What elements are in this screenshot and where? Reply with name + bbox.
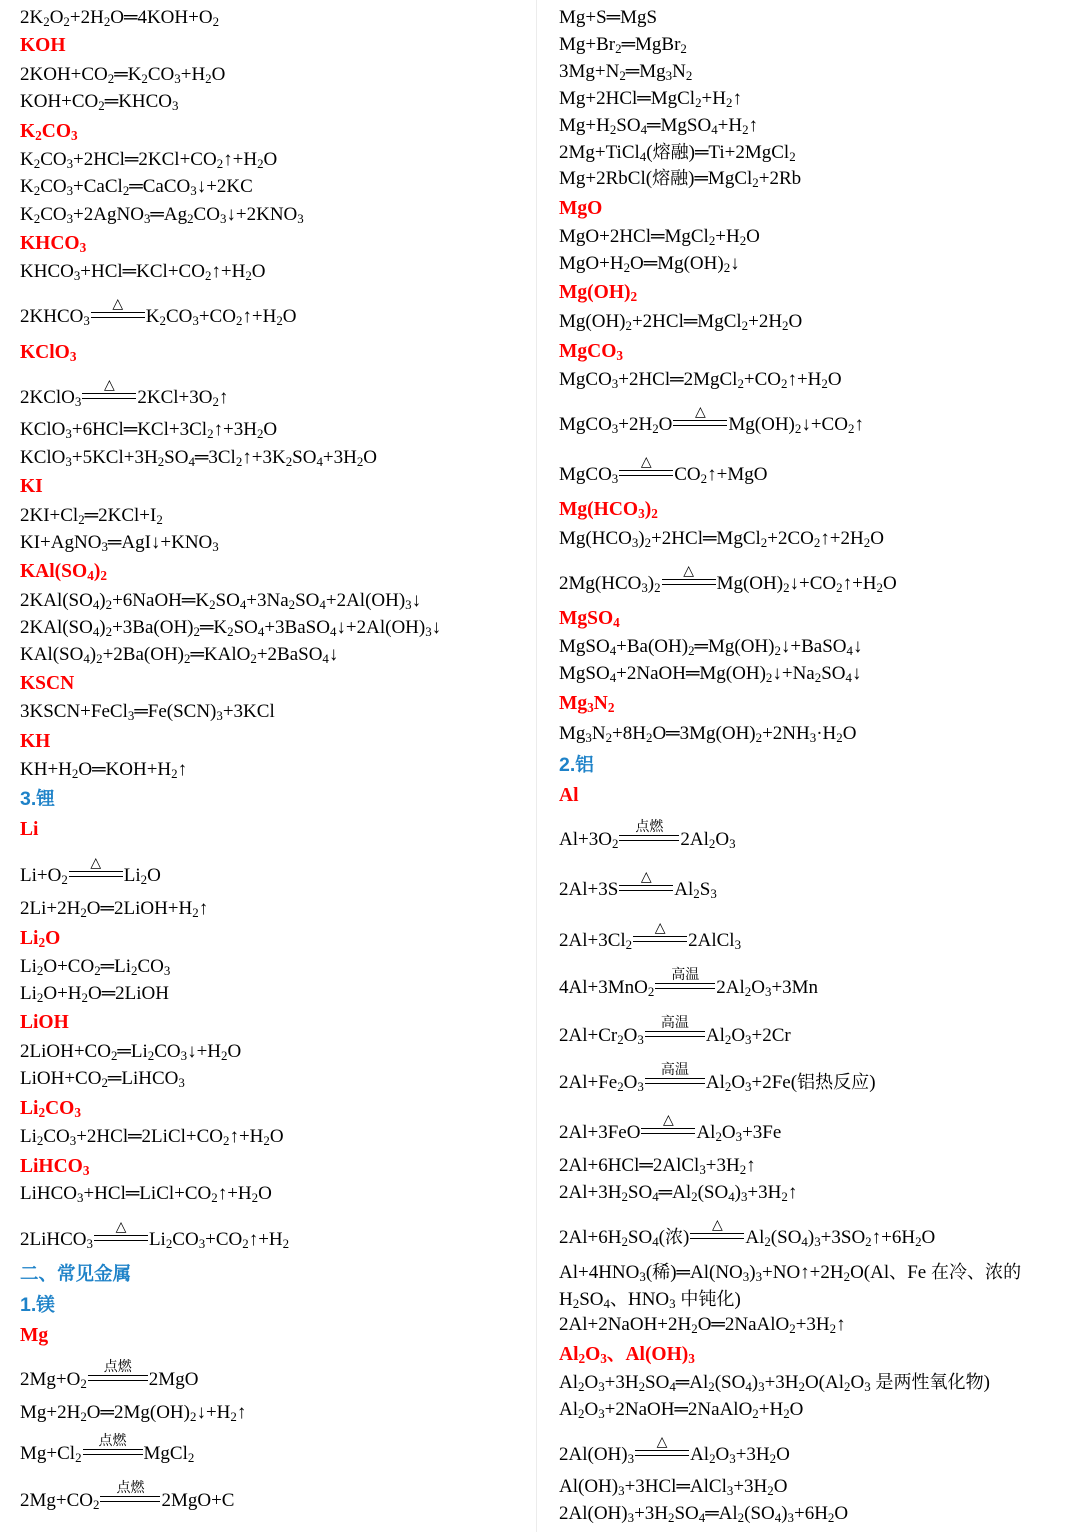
reaction-condition: △ (673, 420, 727, 430)
equation: $2LiOH+CO_2═Li_2CO_3↓+H_2O$ (20, 1041, 242, 1063)
equation: $MgO+H_2O═Mg(OH)_2↓$ (559, 253, 740, 275)
equation: $MgCO_3+2HCl═2MgCl_2+CO_2↑+H_2O$ (559, 369, 842, 391)
compound-heading: MgSO$_4$ (559, 608, 620, 630)
equation: $K_2CO_3+2HCl═2KCl+CO_2↑+H_2O$ (20, 149, 278, 171)
equation: $2K_2O_2+2H_2O═4KOH+O_2$ (20, 7, 220, 29)
section-heading: 1.镁 (20, 1294, 55, 1316)
equation: $Li_2O+H_2O═2LiOH$ (20, 983, 169, 1005)
equation: 2Al+3S △ $Al_2S_3$ (559, 869, 717, 901)
equation: $Al_2O_3+3H_2SO_4═Al_2(SO_4)_3+3H_2O(Al_2O_3$ 是两性氧化物) (559, 1372, 990, 1394)
equation: $2Al+Cr_2O_3$ 高温 $Al_2O_3+2Cr$ (559, 1015, 791, 1047)
equation: $MgSO_4+Ba(OH)_2═Mg(OH)_2↓+BaSO_4↓$ (559, 636, 863, 658)
equation: $Li_2O+CO_2═Li_2CO_3$ (20, 956, 171, 978)
equation: $MgSO_4+2NaOH═Mg(OH)_2↓+Na_2SO_4↓$ (559, 663, 862, 685)
compound-heading: MgCO$_3$ (559, 341, 624, 363)
equation: MgCO$_3$ △ $CO_2↑+MgO$ (559, 454, 768, 486)
compound-heading: $KHCO_3$ (20, 233, 87, 255)
equation: $Li+O_2$ △ $Li_2O$ (20, 855, 161, 887)
equation: $2Mg+O_2$ 点燃 2MgO (20, 1359, 199, 1391)
equation: $Al(OH)_3+3HCl═AlCl_3+3H_2O$ (559, 1476, 788, 1498)
equation: $KClO_3+5KCl+3H_2SO_4═3Cl_2↑+3K_2SO_4+3H_2O$ (20, 447, 378, 469)
equation: $Al+4HNO_3$(稀)$═Al(NO_3)_3+NO↑+2H_2O(Al$、Fe 在冷、浓的 $H_2SO_4$、$HNO_3$ 中钝化) (559, 1262, 1022, 1311)
reaction-condition: △ (82, 393, 136, 403)
equation: $2Al(OH)_3+3H_2SO_4═Al_2(SO_4)_3+6H_2O$ (559, 1503, 849, 1525)
compound-heading: KH (20, 731, 51, 752)
reaction-condition: △ (690, 1233, 744, 1243)
compound-heading: MgO (559, 198, 603, 219)
equation: $K_2CO_3+CaCl_2═CaCO_3↓+2KC$ (20, 176, 253, 198)
reaction-condition: △ (94, 1235, 148, 1245)
reaction-condition: 点燃 (619, 835, 679, 845)
equation: $2Al+6H_2SO_4$(浓) △ $Al_2(SO_4)_3+3SO_2↑+6H_2O$ (559, 1217, 936, 1249)
equation: $Mg+H_2SO_4═MgSO_4+H_2↑$ (559, 115, 759, 137)
equation: $KH+H_2O═KOH+H_2↑$ (20, 759, 188, 781)
reaction-condition: 高温 (655, 983, 715, 993)
compound-heading: KOH (20, 35, 66, 56)
compound-heading: LiHCO$_3$ (20, 1156, 90, 1178)
compound-heading: $Li_2CO_3$ (20, 1098, 81, 1120)
equation: 2Al+3FeO △ $Al_2O_3+3Fe$ (559, 1112, 782, 1144)
section-heading: 3.锂 (20, 788, 55, 810)
reaction-condition: △ (69, 871, 123, 881)
compound-heading: $Mg_3N_2$ (559, 693, 615, 715)
equation: $Mg+Br_2═MgBr_2$ (559, 34, 687, 56)
equation: $2Al+3Cl_2$ △ 2AlCl$_3$ (559, 920, 742, 952)
equation: $Mg+2H_2O═2Mg(OH)_2↓+H_2↑$ (20, 1402, 247, 1424)
equation: $2KAl(SO_4)_2+6NaOH═K_2SO_4+3Na_2SO_4+2Al(OH)_3↓$ (20, 590, 422, 612)
equation: $2KAl(SO_4)_2+3Ba(OH)_2═K_2SO_4+3BaSO_4↓+2Al(OH)_3↓$ (20, 617, 442, 639)
compound-heading: LiOH (20, 1012, 69, 1033)
equation: 2LiHCO$_3$ △ $Li_2CO_3+CO_2↑+H_2$ (20, 1219, 290, 1251)
equation: $Mg(OH)_2+2HCl═MgCl_2+2H_2O$ (559, 311, 803, 333)
equation: $3KSCN+FeCl_3═Fe(SCN)_3+3KCl$ (20, 701, 275, 723)
reaction-condition: △ (619, 885, 673, 895)
reaction-condition: △ (619, 470, 673, 480)
equation: $2Mg+CO_2$ 点燃 2MgO+C (20, 1480, 235, 1512)
equation: Mg+S═MgS (559, 7, 658, 28)
reaction-condition: △ (662, 579, 716, 589)
equation: $2KHCO_3$ △ $K_2CO_3+CO_2↑+H_2O$ (20, 296, 297, 328)
equation: $KHCO_3+HCl═KCl+CO_2↑+H_2O$ (20, 261, 266, 283)
compound-heading: $Li_2O$ (20, 928, 61, 950)
equation: $Mg+2HCl═MgCl_2+H_2↑$ (559, 88, 742, 110)
reaction-condition: △ (633, 936, 687, 946)
compound-heading: Mg (20, 1325, 49, 1346)
compound-heading: $KAl(SO_4)_2$ (20, 561, 107, 583)
reaction-condition: 点燃 (88, 1375, 148, 1385)
equation: 4Al+3MnO$_2$ 高温 $2Al_2O_3+3Mn$ (559, 967, 819, 999)
equation: 2KClO$_3$ △ $2KCl+3O_2↑$ (20, 377, 229, 409)
equation: $2Mg(HCO_3)_2$ △ $Mg(OH)_2↓+CO_2↑+H_2O$ (559, 563, 897, 595)
reaction-condition: 点燃 (100, 1496, 160, 1506)
equation: $KOH+CO_2═KHCO_3$ (20, 91, 179, 113)
equation: $Mg(HCO_3)_2+2HCl═MgCl_2+2CO_2↑+2H_2O$ (559, 528, 884, 550)
equation: $2Li+2H_2O═2LiOH+H_2↑$ (20, 898, 209, 920)
equation: $2Al+Fe_2O_3$ 高温 $Al_2O_3+2Fe$(铝热反应) (559, 1062, 876, 1094)
equation: $LiHCO_3+HCl═LiCl+CO_2↑+H_2O$ (20, 1183, 272, 1205)
reaction-condition: △ (635, 1450, 689, 1460)
equation: $K_2CO_3+2AgNO_3═Ag_2CO_3↓+2KNO_3$ (20, 204, 304, 226)
equation: $Li_2CO_3+2HCl═2LiCl+CO_2↑+H_2O$ (20, 1126, 284, 1148)
section-heading: 2.铝 (559, 754, 594, 776)
reaction-condition: 点燃 (83, 1449, 143, 1459)
equation: $MgO+2HCl═MgCl_2+H_2O$ (559, 226, 760, 248)
reaction-condition: △ (91, 312, 145, 322)
equation: $Mg+Cl_2$ 点燃 MgCl$_2$ (20, 1433, 195, 1465)
equation: $KI+AgNO_3═AgI↓+KNO_3$ (20, 532, 219, 554)
equation: $2Al+3H_2SO_4═Al_2(SO_4)_3+3H_2↑$ (559, 1182, 798, 1204)
equation: $2KI+Cl_2═2KCl+I_2$ (20, 505, 163, 527)
equation: 2Mg+TiCl$_4$(熔融)═Ti+2MgCl$_2$ (559, 142, 796, 164)
compound-heading: Li (20, 819, 39, 840)
equation: $Al+3O_2$ 点燃 $2Al_2O_3$ (559, 819, 736, 851)
equation: $2Al(OH)_3$ △ $Al_2O_3+3H_2O$ (559, 1434, 790, 1466)
equation: $KClO_3+6HCl═KCl+3Cl_2↑+3H_2O$ (20, 419, 278, 441)
reaction-condition: 高温 (645, 1078, 705, 1088)
equation: $Al_2O_3+2NaOH═2NaAlO_2+H_2O$ (559, 1399, 804, 1421)
reaction-condition: 高温 (645, 1031, 705, 1041)
compound-heading: $Mg(HCO_3)_2$ (559, 499, 658, 521)
equation: $2KOH+CO_2═K_2CO_3+H_2O$ (20, 64, 226, 86)
compound-heading: KClO$_3$ (20, 342, 77, 364)
compound-heading: $Al_2O_3$、$Al(OH)_3$ (559, 1344, 695, 1366)
compound-heading: KSCN (20, 673, 75, 694)
equation: $2Al+2NaOH+2H_2O═2NaAlO_2+3H_2↑$ (559, 1314, 846, 1336)
reaction-condition: △ (641, 1128, 695, 1138)
column-divider (536, 0, 537, 1532)
section-heading: 二、常见金属 (20, 1264, 132, 1285)
compound-heading: $Mg(OH)_2$ (559, 282, 638, 304)
equation: $Mg_3N_2+8H_2O═3Mg(OH)_2+2NH_3\cdot H_2O$ (559, 723, 857, 745)
compound-heading: $K_2CO_3$ (20, 121, 78, 143)
compound-heading: KI (20, 476, 43, 497)
equation: $KAl(SO_4)_2+2Ba(OH)_2═KAlO_2+2BaSO_4↓$ (20, 644, 339, 666)
equation: $LiOH+CO_2═LiHCO_3$ (20, 1068, 185, 1090)
equation: $2Al+6HCl═2AlCl_3+3H_2↑$ (559, 1155, 756, 1177)
equation: $MgCO_3+2H_2O$ △ $Mg(OH)_2↓+CO_2↑$ (559, 404, 864, 436)
equation: $3Mg+N_2═Mg_3N_2$ (559, 61, 693, 83)
equation: Mg+2RbCl(熔融)═MgCl$_2$+2Rb (559, 168, 802, 190)
compound-heading: Al (559, 785, 579, 806)
